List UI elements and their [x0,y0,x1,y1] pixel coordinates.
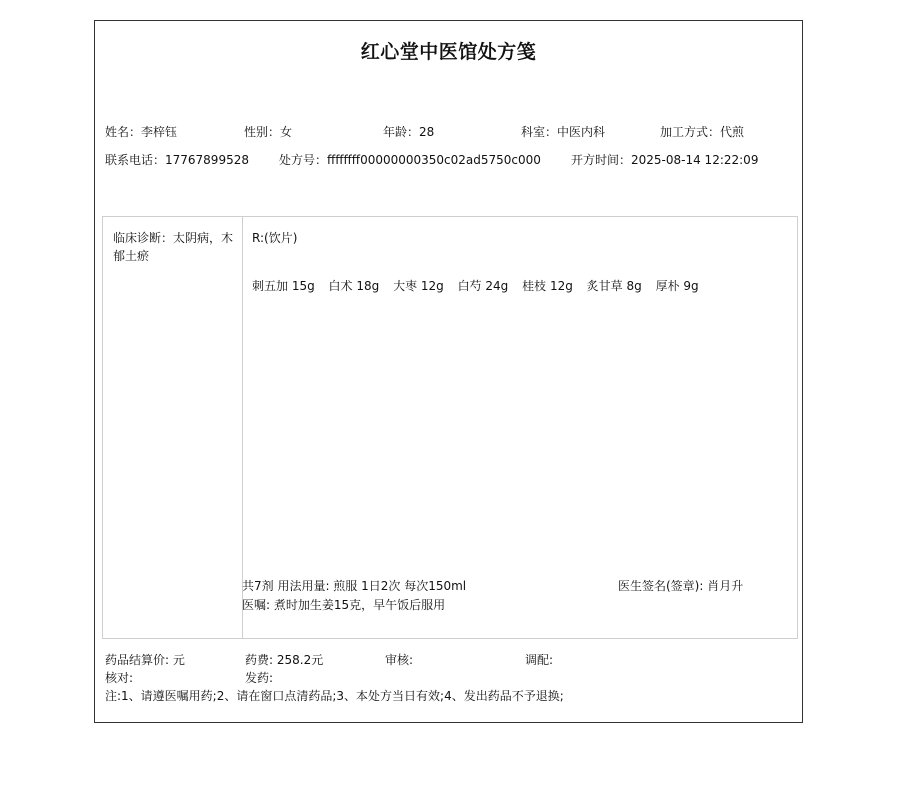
herb-item: 厚朴 9g [655,279,699,293]
settlement-price: 药品结算价: 元 [105,653,185,667]
patient-age: 年龄：28 [383,125,435,139]
check-field: 核对: [105,671,134,685]
patient-phone: 联系电话：17767899528 [105,153,249,167]
column-divider [242,217,243,638]
dosage-instructions: 共7剂 用法用量: 煎服 1日2次 每次150ml [242,579,467,593]
rx-label: R:(饮片) [252,231,298,245]
doctor-signature: 医生签名(签章): 肖月升 [618,579,744,593]
prescription-time: 开方时间：2025-08-14 12:22:09 [571,153,759,167]
patient-name: 姓名：李梓钰 [105,125,178,139]
herb-item: 大枣 12g [393,279,444,293]
dispense-field: 发药: [245,671,274,685]
footer-note: 注:1、请遵医嘱用药;2、请在窗口点清药品;3、本处方当日有效;4、发出药品不予退换; [105,689,564,703]
patient-department: 科室：中医内科 [521,125,606,139]
review-field: 审核: [385,653,414,667]
herb-item: 刺五加 15g [252,279,315,293]
processing-method: 加工方式：代煎 [660,125,745,139]
patient-gender: 性别：女 [244,125,293,139]
herb-list [252,277,709,294]
page-title: 红心堂中医馆处方笺 [360,41,537,63]
prescription-number: 处方号：ffffffff00000000350c02ad5750c000 [279,153,541,167]
herb-item: 炙甘草 8g [586,279,642,293]
prescription-box [102,216,798,639]
dispense-mix-field: 调配: [525,653,554,667]
clinical-diagnosis: 临床诊断：太阴病，木郁土瘀 [113,231,234,263]
herb-item: 白芍 24g [457,279,509,293]
medicine-fee: 药费: 258.2元 [245,653,324,667]
herb-item: 桂枝 12g [522,279,573,293]
herb-item: 白术 18g [328,279,380,293]
doctor-advice: 医嘱: 煮时加生姜15克，早午饭后服用 [242,598,446,612]
prescription-sheet [94,20,803,723]
